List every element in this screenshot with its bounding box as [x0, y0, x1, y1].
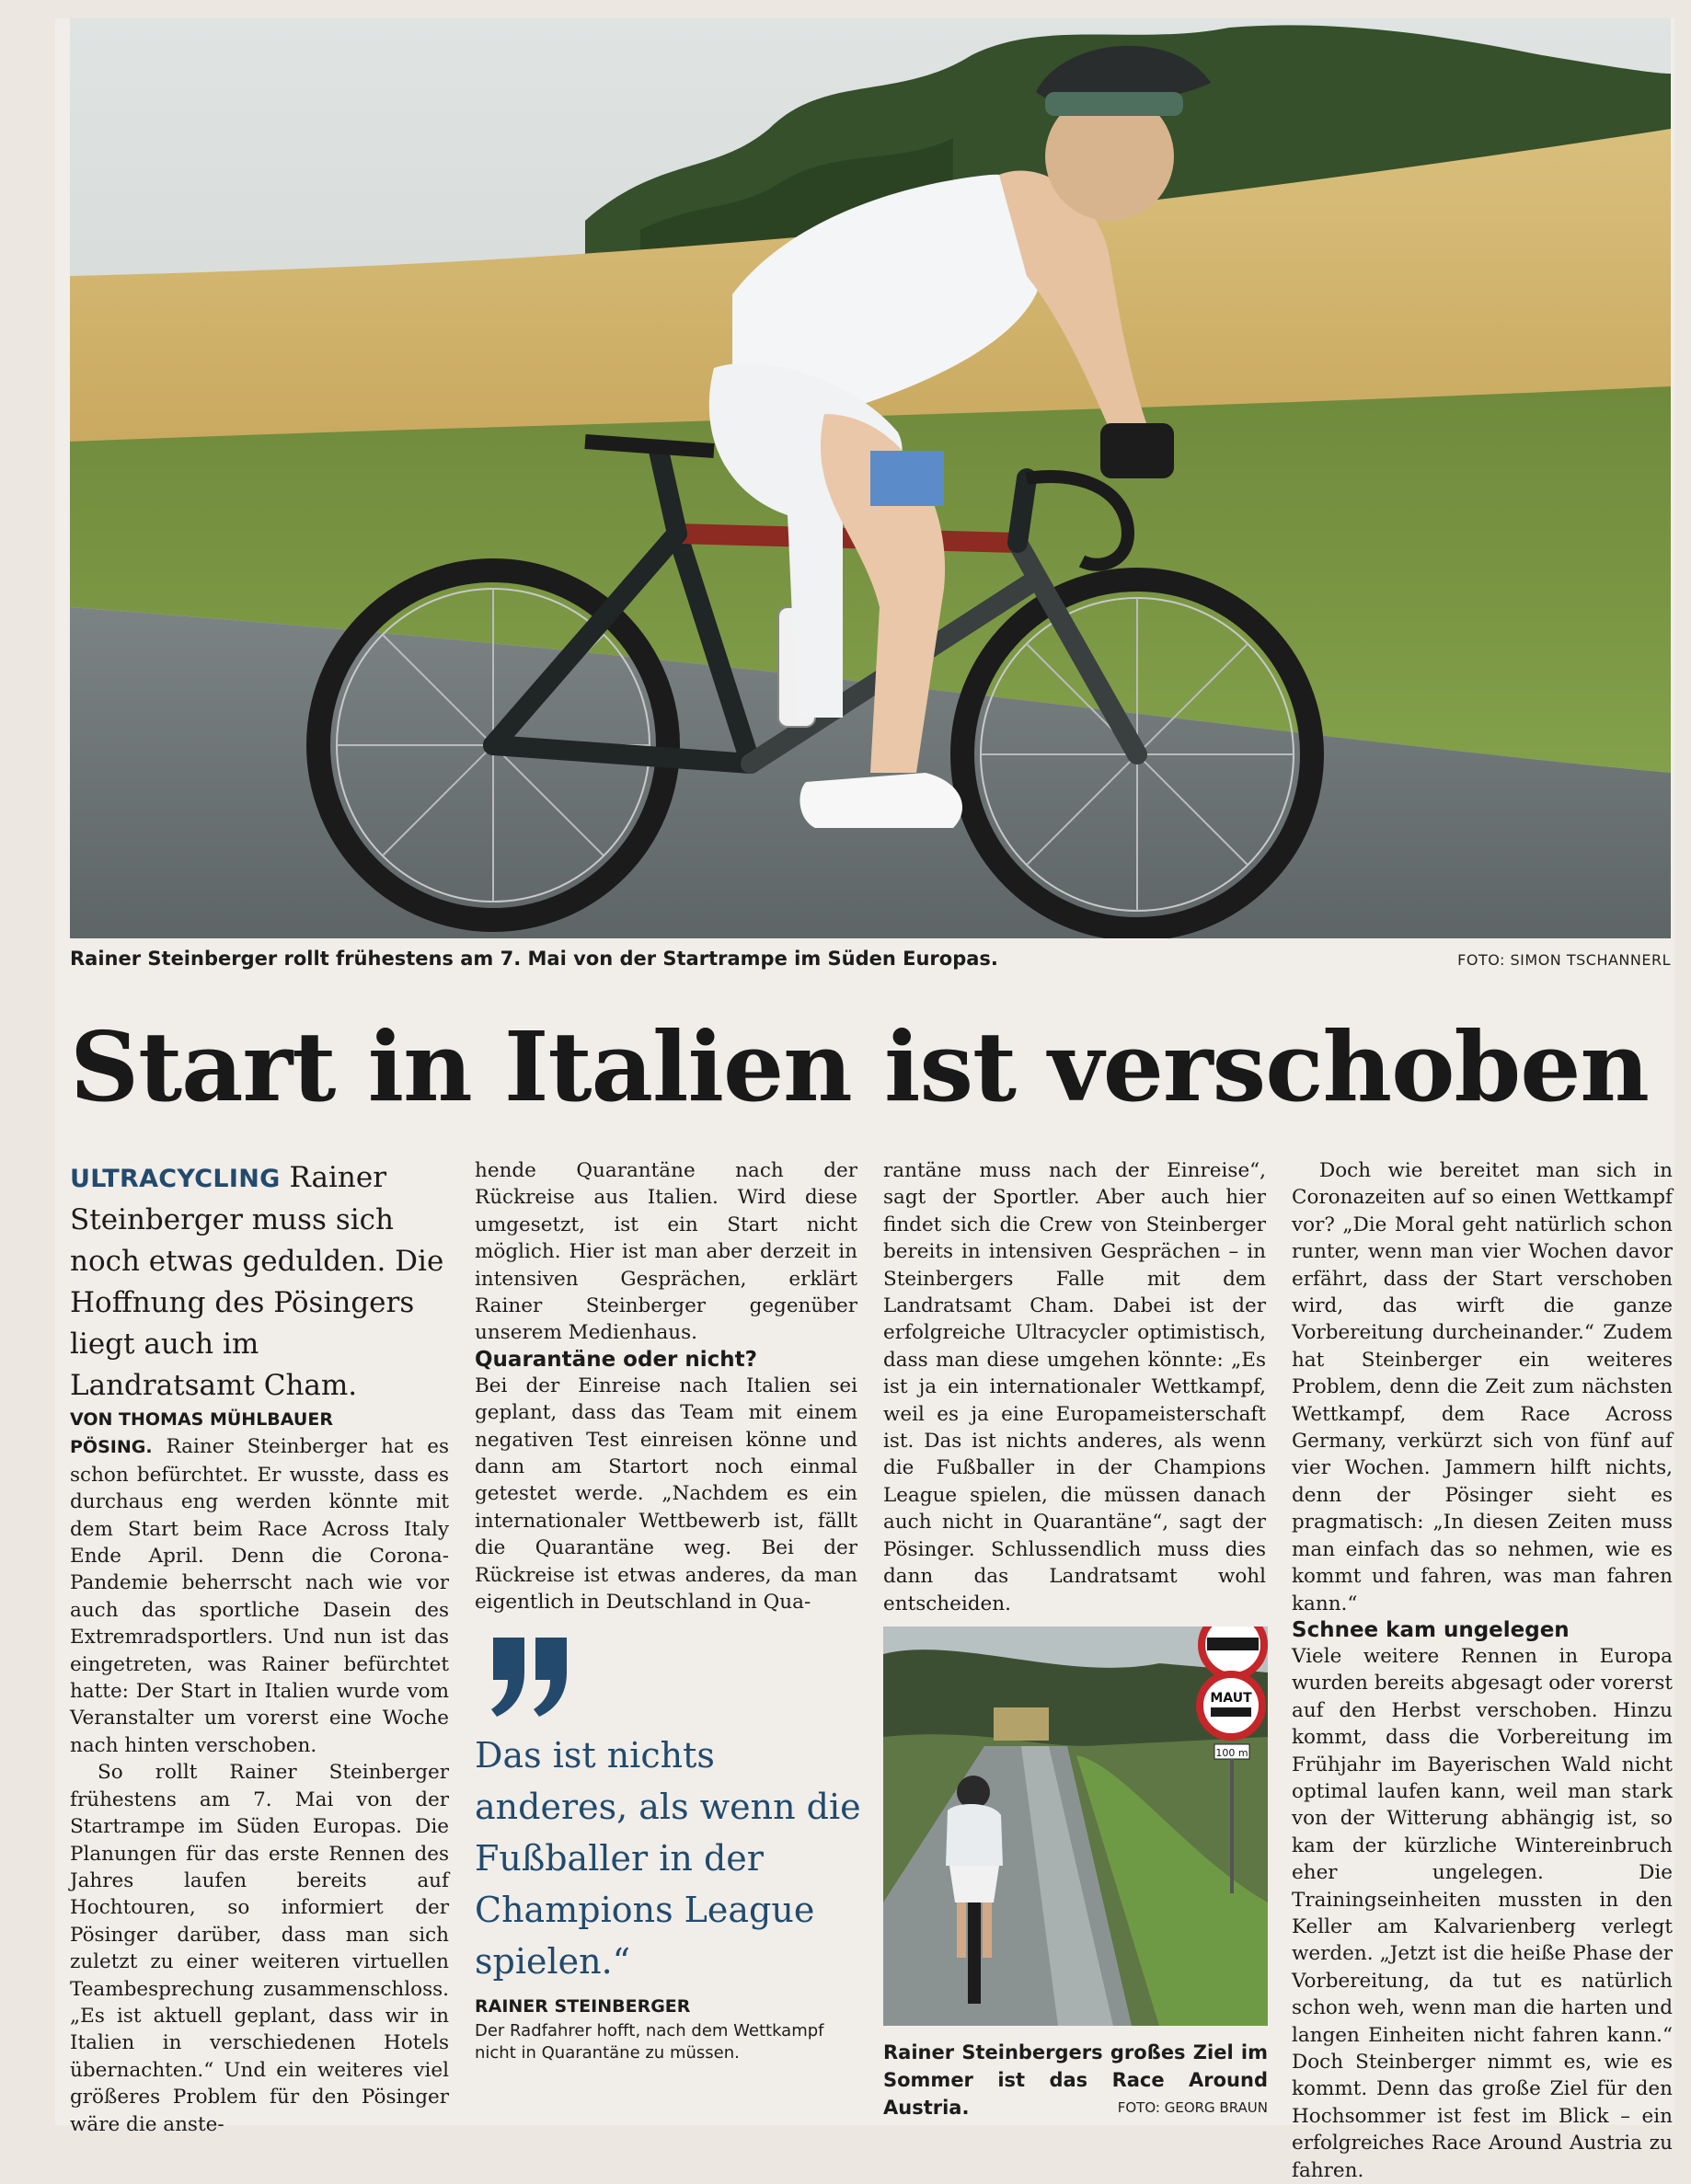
body-paragraph-3: hende Quarantäne nach der Rückreise aus Italien. Wird diese umgesetzt, ist ein Start nicht möglich. Hier ist man aber derzeit in intensiven Gesprächen, erklärt Rainer Steinberger gegenüber unserem Medienhaus.	[475, 1159, 857, 1345]
quote-mark-icon	[484, 1628, 576, 1720]
quote-text: Das ist nichts anderes, als wenn die Fußballer in der Champions League spielen.“	[475, 1735, 861, 1982]
column-1	[70, 1157, 449, 2138]
quote-role: Der Radfahrer hofft, nach dem Wettkampf nicht in Quarantäne zu müssen.	[475, 2021, 824, 2063]
body-paragraph-2: So rollt Rainer Steinberger frühestens am 7. Mai von der Startrampe im Süden Europas. Die Planungen für das erste Rennen des Jahres laufen bereits auf Hochtouren, so informiert der Pösinger darüber, dass man sich zuletzt zu einer weiteren virtuellen Teambesprechung zusammenschloss. „Es ist aktuell geplant, dass wir in Italien in verschiedenen Hotels übernachten.“ Und ein weiteres viel größeres Problem für den Pösinger wäre die anste-	[70, 1761, 449, 2136]
kicker: ULTRACYCLING	[70, 1165, 281, 1193]
body-paragraph-4: Bei der Einreise nach Italien sei geplant, dass das Team mit einem negativen Test einreisen könne und dann am Startort noch einmal getestet werde. „Nachdem es ein internationaler Wettbewerb ist, fällt die Quarantäne weg. Bei der Rückreise ist etwas anderes, da man eigentlich in Deutschland in Qua-	[475, 1374, 857, 1615]
pull-quote	[475, 1628, 861, 2107]
body-paragraph-7: Viele weitere Rennen in Europa wurden bereits abgesagt oder vorerst auf den Herbst verschoben. Hinzu kommt, dass die Vorbereitung im Frühjahr im Bayerischen Wald nicht optimal laufen kann, weil man stark von der Witterung abhängig ist, so kam der kürzliche Wintereinbruch eher ungelegen. Die Trainingseinheiten mussten in den Keller am Kalvarienberg verlegt werden. „Jetzt ist die heiße Phase der Vorbereitung, da tut es natürlich schon weh, wenn man die harten und langen Einheiten nicht fahren kann.“ Doch Steinberger nimmt es, wie es kommt. Denn das große Ziel für den Hochsommer ist fest im Blick – ein erfolgreiches Race Around Austria zu fahren.	[1292, 1644, 1673, 2182]
toll-sign-text: MAUT	[1210, 1691, 1252, 1706]
subhead-schnee: Schnee kam ungelegen	[1292, 1617, 1570, 1642]
photo2-caption: Rainer Steinbergers großes Ziel im Sommer ist das Race Around Austria.	[883, 2041, 1268, 2119]
toll-road-photo	[883, 1627, 1268, 2026]
byline: VON THOMAS MÜHLBAUER	[70, 1409, 333, 1430]
lead-text: Rainer Steinberger muss sich noch etwas gedulden. Die Hoffnung des Pösingers liegt auch im Landratsamt Cham.	[70, 1161, 444, 1402]
lead-paragraph	[70, 1157, 449, 1407]
body-paragraph-6: Doch wie bereitet man sich in Coronazeiten auf so einen Wettkampf vor? „Die Moral geht natürlich schon runter, wenn man vier Wochen davor erfährt, dass der Start verschoben wird, das wirft die ganze Vorbereitung durcheinander.“ Zudem hat Steinberger ein weiteres Problem, denn die Zeit zum nächsten Wettkampf, dem Race Across Germany, verkürzt sich von fünf auf vier Wochen. Jammern hilft nichts, denn der Pösinger sieht es pragmatisch: „In diesen Zeiten muss man einfach das so nehmen, wie es kommt und fahren, was man fahren kann.“	[1292, 1159, 1673, 1615]
column-2	[475, 1157, 857, 1616]
headline: Start in Italien ist verschoben	[70, 1010, 1650, 1123]
body-paragraph-1-text: Rainer Steinberger hat es schon befürchtet. Er wusste, dass es durchaus eng werden könnte mit dem Start beim Race Across Italy Ende April. Denn die Corona-Pandemie beherrscht nach wie vor auch das sportliche Dasein des Extremradsportlers. Und nun ist das eingetreten, was Rainer befürchtet hatte: Der Start in Italien wurde vom Veranstalter um vorerst eine Woche nach hinten verschoben.	[70, 1435, 449, 1757]
column-4	[1292, 1157, 1673, 2184]
cyclist-photo	[70, 18, 1671, 938]
column-3	[883, 1157, 1266, 1617]
photo-caption: Rainer Steinberger rollt frühestens am 7. Mai von der Startrampe im Süden Europas.	[70, 948, 998, 970]
dateline: PÖSING.	[70, 1437, 153, 1458]
photo-credit: FOTO: SIMON TSCHANNERL	[1457, 951, 1671, 969]
body-paragraph-5: rantäne muss nach der Einreise“, sagt der Sportler. Aber auch hier findet sich die Crew von Steinberger bereits in intensiven Gesprächen – in Steinbergers Falle mit dem Landratsamt Cham. Dabei ist der erfolgreiche Ultracycler optimistisch, dass man diese umgehen könnte: „Es ist ja ein internationaler Wettkampf, weil es ja eine Europameisterschaft ist. Das ist nichts anderes, als wenn die Fußballer in der Champions League spielen, die müssen danach auch nicht in Quarantäne“, sagt der Pösinger. Schlussendlich muss dies dann das Landratsamt wohl entscheiden.	[883, 1159, 1266, 1615]
photo2-credit: FOTO: GEORG BRAUN	[1117, 2099, 1268, 2116]
quote-author: RAINER STEINBERGER	[475, 1996, 691, 2017]
body-paragraph-1	[70, 1433, 449, 1759]
distance-sign-text: 100 m	[1215, 1747, 1248, 1759]
subhead-quarantaene: Quarantäne oder nicht?	[475, 1347, 757, 1372]
